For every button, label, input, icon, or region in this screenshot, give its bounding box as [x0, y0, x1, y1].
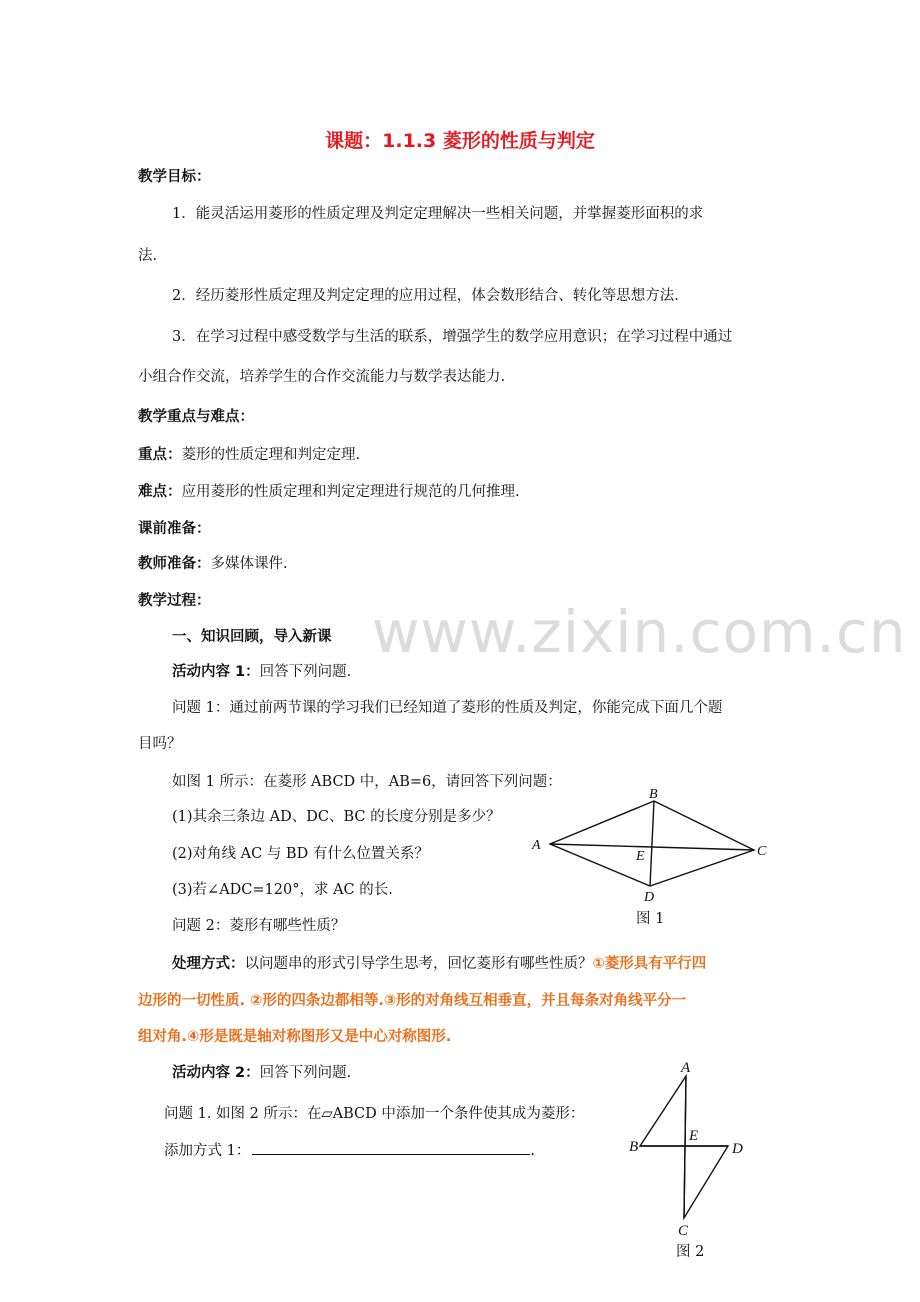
preparation-heading: 课前准备：: [138, 521, 211, 537]
method-label: 处理方式：: [172, 956, 245, 972]
sub-question-3: (3)若∠ADC=120°，求 AC 的长.: [172, 882, 393, 898]
activity-2-line: [172, 1062, 351, 1084]
method-orange-1: ①菱形具有平行四: [592, 956, 707, 972]
activity-2-label: 活动内容 2：: [172, 1065, 260, 1081]
teacher-prep-label: 教师准备：: [138, 556, 211, 572]
question-1-line1: 问题 1：通过前两节课的学习我们已经知道了菱形的性质及判定，你能完成下面几个题: [172, 700, 723, 716]
figure-2-label-d: D: [732, 1141, 743, 1157]
objective-2: 2．经历菱形性质定理及判定定理的应用过程，体会数形结合、转化等思想方法.: [172, 288, 679, 304]
objective-1-line1: 1．能灵活运用菱形的性质定理及判定定理解决一些相关问题，并掌握菱形面积的求: [172, 206, 704, 222]
teacher-prep-text: 多媒体课件.: [210, 556, 288, 572]
teacher-prep-line: [138, 553, 288, 575]
objective-3-line1: 3．在学习过程中感受数学与生活的联系，增强学生的数学应用意识；在学习过程中通过: [172, 329, 733, 345]
difficulty-line: [138, 481, 520, 503]
activity-1-line: [172, 661, 351, 683]
figure-1-label-e: E: [636, 849, 645, 864]
section-1-heading: 一、知识回顾，导入新课: [172, 629, 332, 645]
activity-1-label: 活动内容 1：: [172, 664, 260, 680]
method-orange-2: 边形的一切性质. ②形的四条边都相等.③形的对角线互相垂直，并且每条对角线平分一: [138, 993, 687, 1009]
add-method-1-end: .: [530, 1143, 535, 1159]
figure-2-label-e: E: [689, 1128, 699, 1144]
figure-1-caption: 图 1: [636, 911, 665, 927]
figure-1-rhombus: [528, 784, 780, 904]
activity-1-text: 回答下列问题.: [259, 664, 352, 680]
figure-1-label-b: B: [649, 787, 658, 802]
question-1-line2: 目吗？: [138, 736, 182, 752]
add-method-1-line: [164, 1140, 535, 1162]
method-line-1: [172, 953, 706, 975]
question-2: 问题 2：菱形有哪些性质？: [172, 918, 346, 934]
question-3: 问题 1. 如图 2 所示：在▱ABCD 中添加一个条件使其成为菱形：: [164, 1106, 585, 1122]
add-method-1-label: 添加方式 1：: [164, 1143, 251, 1159]
difficulty-label: 难点：: [138, 484, 182, 500]
figure-2-caption: 图 2: [676, 1244, 705, 1260]
focus-line: [138, 444, 360, 466]
method-orange-3: 组对角.④形是既是轴对称图形又是中心对称图形.: [138, 1029, 452, 1045]
method-text: 以问题串的形式引导学生思考，回忆菱形有哪些性质？: [244, 956, 593, 972]
objective-3-line2: 小组合作交流，培养学生的合作交流能力与数学表达能力.: [138, 369, 506, 385]
objectives-heading: 教学目标：: [138, 169, 211, 185]
focus-label: 重点：: [138, 447, 182, 463]
figure-2-label-a: A: [681, 1060, 691, 1076]
figure-1-intro: 如图 1 所示：在菱形 ABCD 中，AB=6，请回答下列问题：: [172, 774, 562, 790]
difficulty-text: 应用菱形的性质定理和判定定理进行规范的几何推理.: [181, 484, 520, 500]
figure-2-label-b: B: [629, 1139, 639, 1155]
focus-text: 菱形的性质定理和判定定理.: [181, 447, 361, 463]
figure-1-diagonal-bd: [650, 801, 654, 886]
key-points-heading: 教学重点与难点：: [138, 409, 254, 425]
watermark: www.zixin.com.cn: [372, 598, 907, 666]
objective-1-line2: 法.: [138, 248, 158, 264]
figure-1-label-c: C: [757, 844, 767, 859]
activity-2-text: 回答下列问题.: [259, 1065, 352, 1081]
figure-1-label-a: A: [532, 838, 541, 853]
sub-question-1: (1)其余三条边 AD、DC、BC 的长度分别是多少？: [172, 809, 501, 825]
process-heading: 教学过程：: [138, 593, 211, 609]
answer-blank[interactable]: [252, 1140, 530, 1155]
figure-1-label-d: D: [644, 890, 655, 904]
figure-2-rhombus: [626, 1058, 756, 1240]
sub-question-2: (2)对角线 AC 与 BD 有什么位置关系？: [172, 846, 429, 862]
page-title: 课题：1.1.3 菱形的性质与判定: [325, 130, 595, 152]
figure-2-diagonal-ac: [684, 1076, 686, 1218]
figure-2-label-c: C: [678, 1223, 689, 1239]
